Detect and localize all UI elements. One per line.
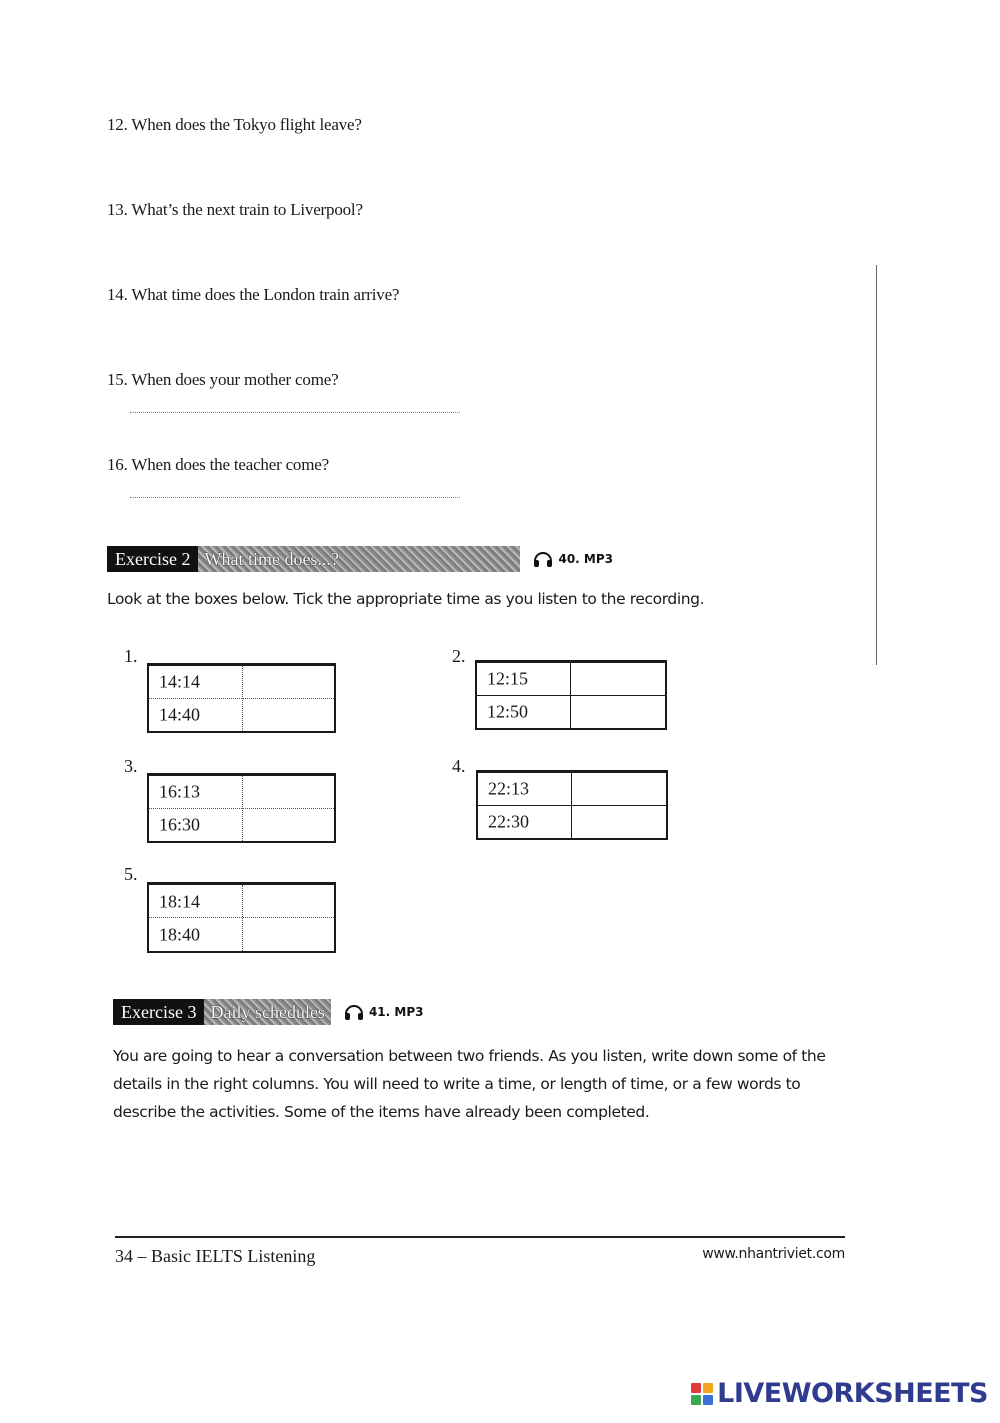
time-option: 18:40 bbox=[159, 924, 201, 944]
exercise-3-instruction: You are going to hear a conversation between two friends. As you listen, write down some of the details in the right columns. You will need to write a time, or length of time, or a few words to describe the activities. Some of the items have already been completed. bbox=[113, 1047, 826, 1121]
scan-artifact-line bbox=[876, 265, 877, 665]
answer-line-16[interactable] bbox=[130, 497, 460, 498]
time-option-row[interactable] bbox=[149, 698, 334, 732]
exercise-2-header bbox=[107, 546, 613, 572]
time-box-4 bbox=[476, 770, 668, 840]
time-box-5 bbox=[147, 882, 336, 953]
time-option: 16:30 bbox=[159, 814, 201, 835]
time-option-row[interactable] bbox=[149, 885, 334, 918]
time-option: 12:50 bbox=[487, 701, 529, 722]
box-2-number: 2. bbox=[452, 646, 466, 666]
time-option-row[interactable] bbox=[478, 805, 666, 839]
exercise-2-audio[interactable] bbox=[532, 549, 613, 569]
question-13: 13. What’s the next train to Liverpool? bbox=[107, 200, 363, 219]
time-option-row[interactable] bbox=[478, 773, 666, 806]
box-5-number: 5. bbox=[124, 864, 138, 884]
footer-divider bbox=[115, 1236, 845, 1238]
time-option-row[interactable] bbox=[149, 808, 334, 842]
exercise-2-instruction: Look at the boxes below. Tick the appropriate time as you listen to the recording. bbox=[107, 590, 705, 608]
exercise-3-audio-label: 41. MP3 bbox=[368, 1005, 424, 1019]
time-option: 12:15 bbox=[487, 668, 529, 689]
time-option: 22:13 bbox=[488, 778, 530, 799]
time-box-1 bbox=[147, 663, 336, 733]
question-16: 16. When does the teacher come? bbox=[107, 455, 329, 474]
question-15: 15. When does your mother come? bbox=[107, 370, 339, 389]
time-option-row[interactable] bbox=[149, 776, 334, 809]
exercise-3-title: Daily schedules bbox=[204, 999, 330, 1025]
exercise-3-label: Exercise 3 bbox=[113, 999, 204, 1025]
footer-website: www.nhantriviet.com bbox=[702, 1246, 845, 1262]
exercise-3-header bbox=[113, 999, 423, 1025]
answer-line-15[interactable] bbox=[130, 412, 460, 413]
exercise-3-audio[interactable] bbox=[343, 1002, 424, 1022]
time-option-row[interactable] bbox=[477, 663, 665, 696]
headphones-icon bbox=[532, 549, 554, 569]
page-footer-title: 34 – Basic IELTS Listening bbox=[115, 1246, 316, 1266]
time-option-row[interactable] bbox=[149, 666, 334, 699]
time-option: 16:13 bbox=[159, 781, 201, 802]
question-14: 14. What time does the London train arrive? bbox=[107, 285, 400, 304]
time-option: 14:40 bbox=[159, 704, 201, 725]
time-option-row[interactable] bbox=[149, 917, 334, 951]
box-4-number: 4. bbox=[452, 756, 466, 776]
box-3-number: 3. bbox=[124, 756, 138, 776]
time-box-3 bbox=[147, 773, 336, 843]
time-option: 14:14 bbox=[159, 671, 201, 692]
exercise-2-label: Exercise 2 bbox=[107, 546, 198, 572]
time-option: 18:14 bbox=[159, 891, 201, 911]
liveworksheets-logo bbox=[691, 1378, 988, 1409]
headphones-icon bbox=[343, 1002, 365, 1022]
time-option: 22:30 bbox=[488, 811, 530, 832]
time-box-2 bbox=[475, 660, 667, 730]
exercise-2-title: What time does...? bbox=[198, 546, 520, 572]
time-option-row[interactable] bbox=[477, 695, 665, 729]
exercise-2-audio-label: 40. MP3 bbox=[558, 552, 613, 566]
question-12: 12. When does the Tokyo flight leave? bbox=[107, 115, 362, 134]
liveworksheets-grid-icon bbox=[691, 1383, 713, 1405]
liveworksheets-text: LIVEWORKSHEETS bbox=[717, 1378, 988, 1409]
box-1-number: 1. bbox=[124, 646, 138, 666]
